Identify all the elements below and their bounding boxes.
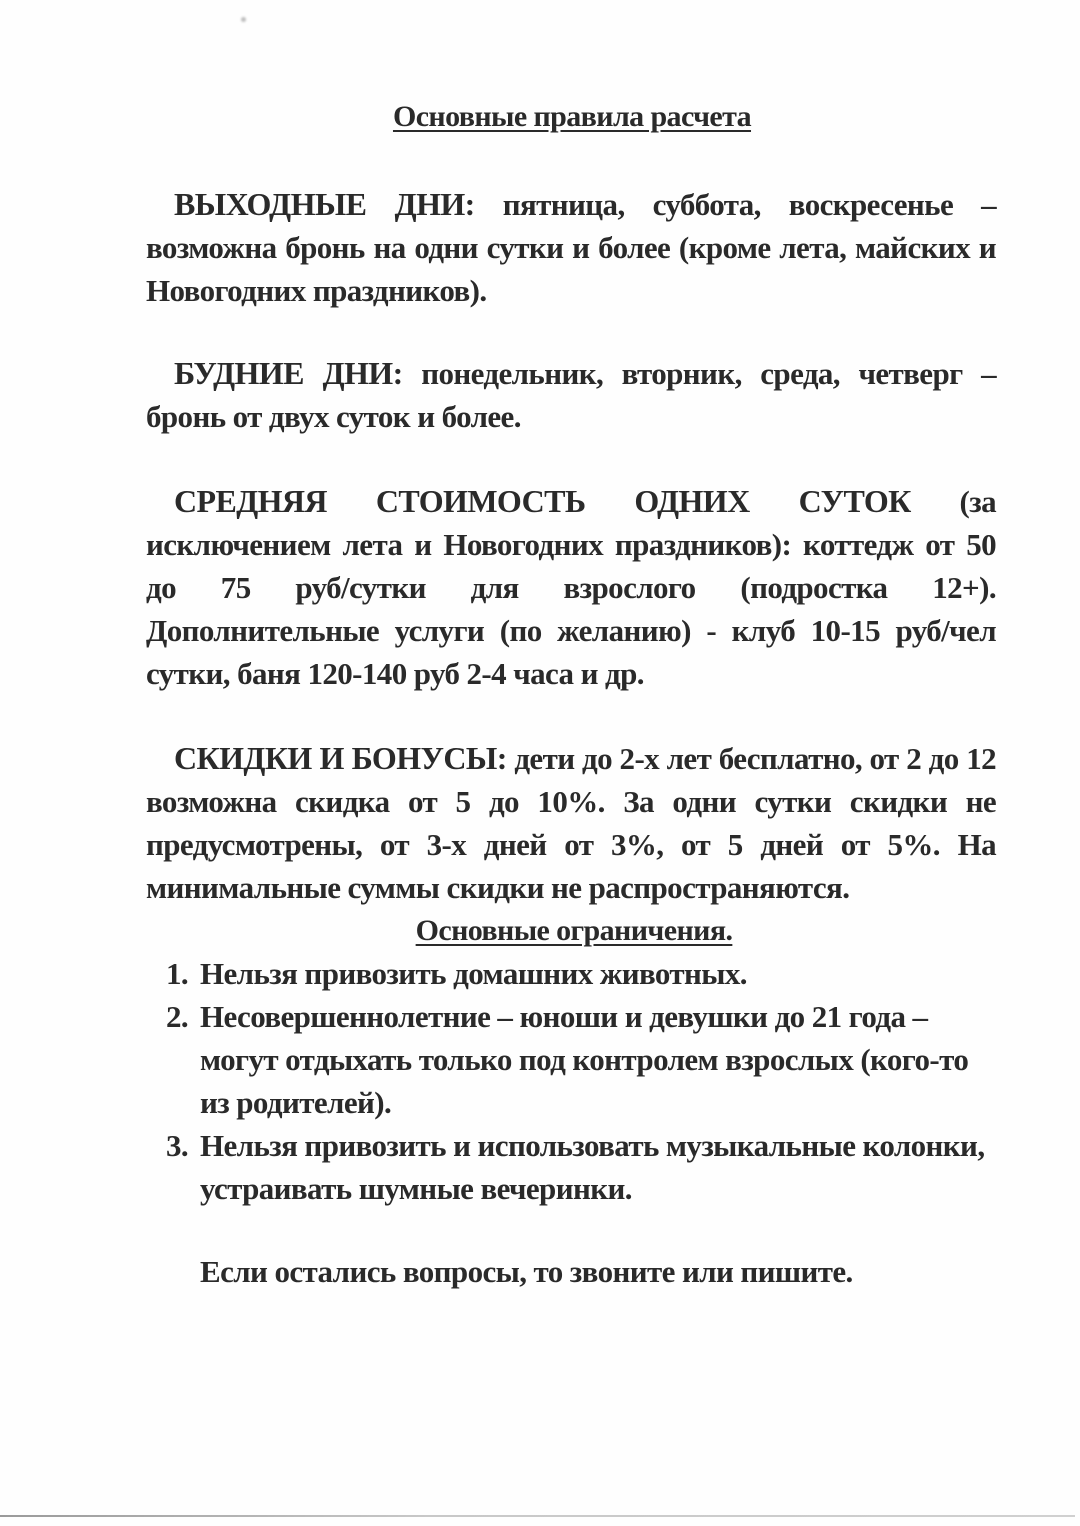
scan-edge (0, 1515, 1075, 1517)
restriction-number: 2. (166, 999, 189, 1034)
document-title: Основные правила расчета (392, 100, 752, 133)
section-heading: ВЫХОДНЫЕ ДНИ: (174, 186, 475, 222)
document-body (146, 95, 996, 1293)
restriction-text: Нельзя привозить домашних животных. (200, 956, 747, 991)
restriction-number: 3. (166, 1128, 189, 1163)
section-text: (за исключением лета и Новогодних праздников): коттедж от 50 до 75 руб/сутки для взрослого (подростка 12+). Дополнительные услуги (по желанию) - клуб 10-15 руб/чел сутки, баня 120-140 руб 2-4 часа и др. (146, 484, 996, 691)
section-text: пятница, суббота, воскресенье – возможна бронь на одни сутки и более (кроме лета, майских и Новогодних праздников). (146, 187, 996, 308)
section-text: понедельник, вторник, среда, четверг – бронь от двух суток и более. (146, 356, 997, 434)
section-weekend-days (146, 183, 996, 312)
section-heading: СРЕДНЯЯ СТОИМОСТЬ ОДНИХ СУТОК (174, 483, 911, 519)
section-heading: БУДНИЕ ДНИ: (174, 355, 403, 391)
restrictions-list (146, 952, 996, 1210)
section-average-cost (146, 480, 996, 695)
restriction-text: Несовершеннолетние – юноши и девушки до 21 года – могут отдыхать только под контролем взрослых (кого-то из родителей). (200, 999, 969, 1120)
section-heading: СКИДКИ И БОНУСЫ: (174, 740, 507, 776)
section-discounts-bonuses (146, 737, 996, 909)
restriction-item (148, 995, 996, 1124)
scan-speck (241, 17, 246, 22)
restriction-text: Нельзя привозить и использовать музыкальные колонки, устраивать шумные вечеринки. (200, 1128, 985, 1206)
restriction-item (148, 1124, 996, 1210)
restriction-item (148, 952, 996, 995)
section-text: дети до 2-х лет бесплатно, от 2 до 12 возможна скидка от 5 до 10%. За одни сутки скидки не предусмотрены, от 3-х дней от 3%, от 5 дней от 5%. На минимальные суммы скидки не распространяются. (146, 741, 996, 905)
section-weekdays (146, 352, 996, 438)
restrictions-title: Основные ограничения. (415, 914, 733, 947)
closing-note: Если остались вопросы, то звоните или пишите. (200, 1254, 853, 1289)
restriction-number: 1. (166, 956, 189, 991)
